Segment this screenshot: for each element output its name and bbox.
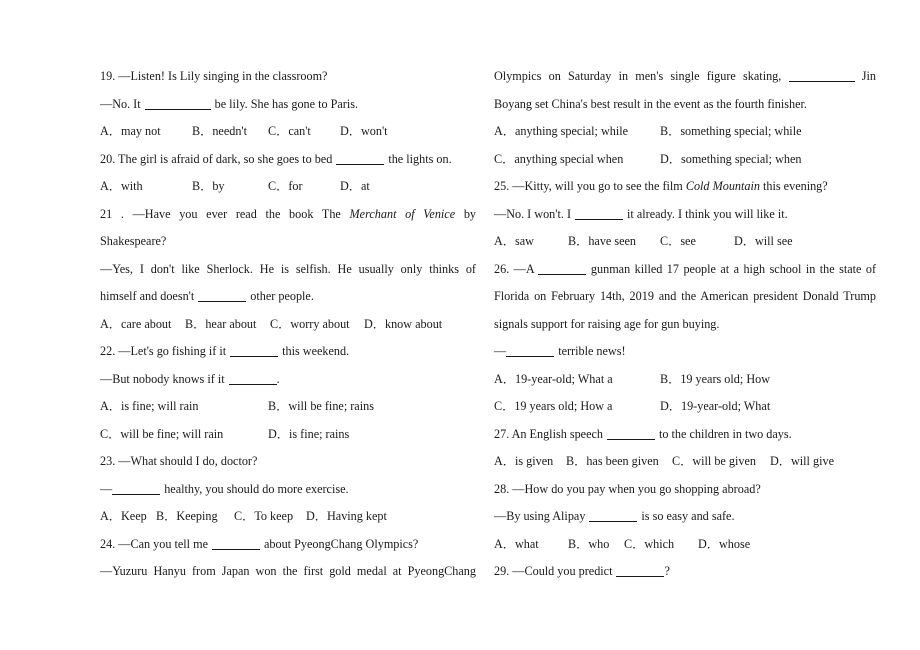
option-c: C．which: [624, 537, 675, 551]
option-b: B．who: [568, 537, 610, 551]
q22-reply: —But nobody knows if it .: [100, 372, 280, 386]
option-d: D．at: [340, 179, 370, 193]
q26-line3: signals support for raising age for gun buying.: [494, 317, 720, 331]
q26-options-ab: [494, 369, 876, 389]
blank: [506, 342, 554, 357]
blank: [145, 95, 211, 110]
option-d: D．won't: [340, 124, 388, 138]
book-title: Merchant of Venice: [349, 207, 456, 221]
q22-options-cd: [100, 424, 476, 444]
q25-reply: —No. I won't. I it already. I think you will like it.: [494, 207, 788, 221]
option-a: A．what: [494, 537, 539, 551]
option-a: A．19-year-old; What a: [494, 372, 613, 386]
q29-stem: 29. —Could you predict ?: [494, 564, 670, 578]
q23-options: [100, 506, 476, 526]
q27-options: [494, 451, 876, 471]
q22-stem: 22. —Let's go fishing if it this weekend.: [100, 344, 350, 358]
q27-stem: 27. An English speech to the children in two days.: [494, 427, 792, 441]
option-c: C．for: [268, 179, 303, 193]
q25-stem: 25. —Kitty, will you go to see the film Cold Mountain this evening?: [494, 179, 828, 193]
option-a: A．is given: [494, 454, 554, 468]
q20-options: [100, 176, 476, 196]
option-b: B．by: [192, 179, 225, 193]
option-c: C．see: [660, 234, 696, 248]
blank: [589, 507, 637, 522]
q24-options-cd: [494, 149, 876, 169]
q28-stem: 28. —How do you pay when you go shopping abroad?: [494, 482, 761, 496]
option-d: D．know about: [364, 317, 443, 331]
blank: [607, 425, 655, 440]
q26-line1: 26. —A gunman killed 17 people at a high school in the state of: [494, 262, 877, 276]
blank: [230, 342, 278, 357]
blank: [198, 287, 246, 302]
film-title: Cold Mountain: [685, 179, 760, 193]
q23-stem: 23. —What should I do, doctor?: [100, 454, 258, 468]
option-d: D．Having kept: [306, 509, 387, 523]
option-b: B．something special; while: [660, 124, 802, 138]
blank: [789, 67, 855, 82]
option-c: C．anything special when: [494, 152, 624, 166]
option-a: A．anything special; while: [494, 124, 629, 138]
option-b: B．have seen: [568, 234, 637, 248]
option-d: D．19-year-old; What: [660, 399, 771, 413]
q19-options: [100, 121, 476, 141]
q19-reply: —No. It be lily. She has gone to Paris.: [100, 97, 359, 111]
q24-line2: Boyang set China's best result in the event as the fourth finisher.: [494, 97, 807, 111]
q26-reply: — terrible news!: [494, 344, 626, 358]
option-c: C．19 years old; How a: [494, 399, 613, 413]
option-a: A．with: [100, 179, 143, 193]
q26-line2: Florida on February 14th, 2019 and the American president Donald Trump: [494, 289, 876, 303]
option-b: B．needn't: [192, 124, 247, 138]
q19-stem: 19. —Listen! Is Lily singing in the classroom?: [100, 69, 328, 83]
option-a: A．Keep: [100, 509, 147, 523]
option-d: D．whose: [698, 537, 751, 551]
option-c: C．can't: [268, 124, 311, 138]
q21-line1: 21 . —Have you ever read the book The Merchant of Venice by: [100, 207, 476, 221]
q23-reply: — healthy, you should do more exercise.: [100, 482, 349, 496]
q24-line1: Olympics on Saturday in men's single figure skating, Jin: [494, 69, 877, 83]
option-c: C．will be given: [672, 454, 756, 468]
option-b: B．19 years old; How: [660, 372, 771, 386]
blank: [212, 535, 260, 550]
blank: [575, 205, 623, 220]
blank: [229, 370, 277, 385]
q24-cont: —Yuzuru Hanyu from Japan won the first gold medal at PyeongChang: [100, 564, 476, 578]
option-d: D．is fine; rains: [268, 427, 350, 441]
option-b: B．will be fine; rains: [268, 399, 374, 413]
option-b: B．has been given: [566, 454, 659, 468]
q20-stem: 20. The girl is afraid of dark, so she goes to bed the lights on.: [100, 152, 452, 166]
q28-reply: —By using Alipay is so easy and safe.: [494, 509, 735, 523]
q21-line2: Shakespeare?: [100, 234, 167, 248]
q24-stem: 24. —Can you tell me about PyeongChang Olympics?: [100, 537, 419, 551]
option-b: B．Keeping: [156, 509, 218, 523]
option-d: D．will see: [734, 234, 793, 248]
q25-options: [494, 231, 876, 251]
q21-options: [100, 314, 476, 334]
option-c: C．To keep: [234, 509, 294, 523]
option-d: D．will give: [770, 454, 834, 468]
q26-options-cd: [494, 396, 876, 416]
q21-line4: himself and doesn't other people.: [100, 289, 314, 303]
blank: [112, 480, 160, 495]
option-a: A．is fine; will rain: [100, 399, 199, 413]
option-d: D．something special; when: [660, 152, 802, 166]
q28-options: [494, 534, 876, 554]
option-b: B．hear about: [185, 317, 257, 331]
option-a: A．may not: [100, 124, 161, 138]
q22-options-ab: [100, 396, 476, 416]
blank: [538, 260, 586, 275]
option-c: C．worry about: [270, 317, 350, 331]
blank: [616, 562, 664, 577]
q24-options-ab: [494, 121, 876, 141]
blank: [336, 150, 384, 165]
option-a: A．care about: [100, 317, 172, 331]
option-a: A．saw: [494, 234, 534, 248]
option-c: C．will be fine; will rain: [100, 427, 224, 441]
q21-line3: —Yes, I don't like Sherlock. He is selfish. He usually only thinks of: [100, 262, 476, 276]
